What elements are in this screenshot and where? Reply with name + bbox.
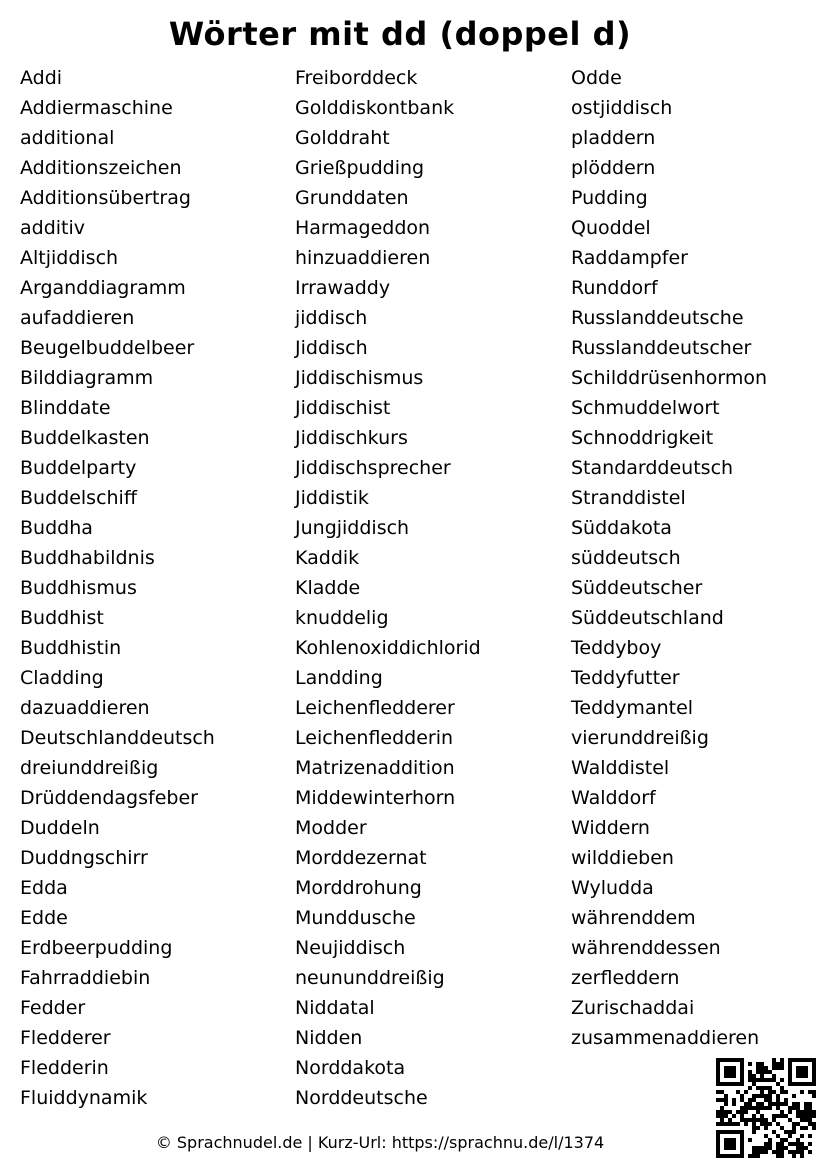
word-item: Cladding — [20, 667, 104, 689]
word-item: Jiddisch — [295, 337, 368, 359]
word-column-2 — [295, 63, 481, 1113]
word-item: Jiddischist — [295, 397, 391, 419]
word-item: Irrawaddy — [295, 277, 391, 299]
word-item: Morddrohung — [295, 877, 422, 899]
word-item: wilddieben — [571, 847, 674, 869]
word-item: Schilddrüsenhormon — [571, 367, 768, 389]
word-item: währenddem — [571, 907, 696, 929]
word-item: plöddern — [571, 157, 656, 179]
word-item: Norddeutsche — [295, 1087, 428, 1109]
word-item: zerfleddern — [571, 967, 680, 989]
word-item: additiv — [20, 217, 86, 239]
word-item: Deutschlanddeutsch — [20, 727, 215, 749]
word-item: Norddakota — [295, 1057, 406, 1079]
word-item: Addiermaschine — [20, 97, 173, 119]
word-item: Edda — [20, 877, 68, 899]
word-item: knuddelig — [295, 607, 389, 629]
word-item: Stranddistel — [571, 487, 686, 509]
word-item: Kaddik — [295, 547, 360, 569]
word-column-1 — [20, 63, 215, 1113]
word-item: Grießpudding — [295, 157, 425, 179]
word-item: Buddelparty — [20, 457, 137, 479]
word-item: Buddha — [20, 517, 93, 539]
word-item: Widdern — [571, 817, 650, 839]
word-item: Quoddel — [571, 217, 651, 239]
word-item: Teddymantel — [571, 697, 694, 719]
word-item: Fedder — [20, 997, 86, 1019]
word-item: Harmageddon — [295, 217, 431, 239]
word-item: Modder — [295, 817, 367, 839]
word-item: Raddampfer — [571, 247, 688, 269]
word-item: Additionszeichen — [20, 157, 182, 179]
word-item: Süddeutschland — [571, 607, 724, 629]
word-item: Jiddischkurs — [295, 427, 408, 449]
word-item: ostjiddisch — [571, 97, 673, 119]
word-item: Beugelbuddelbeer — [20, 337, 195, 359]
word-item: Fledderer — [20, 1027, 111, 1049]
word-item: Süddeutscher — [571, 577, 703, 599]
word-item: Matrizenaddition — [295, 757, 455, 779]
word-item: Jiddischsprecher — [295, 457, 451, 479]
word-item: Kohlenoxiddichlorid — [295, 637, 481, 659]
word-item: pladdern — [571, 127, 656, 149]
word-item: Russlanddeutsche — [571, 307, 744, 329]
word-item: Edde — [20, 907, 68, 929]
word-item: Bilddiagramm — [20, 367, 154, 389]
word-item: Landding — [295, 667, 383, 689]
word-item: Zurischaddai — [571, 997, 695, 1019]
word-item: aufaddieren — [20, 307, 135, 329]
word-item: süddeutsch — [571, 547, 681, 569]
word-item: dazuaddieren — [20, 697, 150, 719]
word-item: Buddelkasten — [20, 427, 150, 449]
word-item: Teddyboy — [571, 637, 662, 659]
word-item: Grunddaten — [295, 187, 409, 209]
word-item: Fahrraddiebin — [20, 967, 151, 989]
word-item: Duddngschirr — [20, 847, 148, 869]
word-item: Morddezernat — [295, 847, 427, 869]
word-item: Standarddeutsch — [571, 457, 734, 479]
word-item: Walddorf — [571, 787, 656, 809]
word-item: Fluiddynamik — [20, 1087, 148, 1109]
word-item: Jungjiddisch — [295, 517, 410, 539]
word-item: Buddhistin — [20, 637, 122, 659]
word-item: Schmuddelwort — [571, 397, 720, 419]
word-item: Pudding — [571, 187, 648, 209]
page-title: Wörter mit dd (doppel d) — [168, 15, 632, 53]
word-item: Buddelschiff — [20, 487, 137, 509]
word-item: additional — [20, 127, 115, 149]
word-column-3 — [571, 63, 767, 1053]
word-item: Drüddendagsfeber — [20, 787, 198, 809]
word-item: Kladde — [295, 577, 361, 599]
word-item: Fledderin — [20, 1057, 109, 1079]
word-item: dreiunddreißig — [20, 757, 159, 779]
word-item: Addi — [20, 67, 63, 89]
word-item: Leichenfledderer — [295, 697, 455, 719]
word-item: Teddyfutter — [571, 667, 680, 689]
word-item: Buddhist — [20, 607, 104, 629]
word-item: Nidden — [295, 1027, 363, 1049]
word-item: hinzuaddieren — [295, 247, 431, 269]
qr-code-icon — [716, 1058, 816, 1158]
word-item: Runddorf — [571, 277, 658, 299]
word-item: jiddisch — [295, 307, 368, 329]
word-item: Neujiddisch — [295, 937, 406, 959]
word-item: Jiddistik — [295, 487, 369, 509]
word-item: Arganddiagramm — [20, 277, 186, 299]
word-item: Niddatal — [295, 997, 375, 1019]
footer-credit: © Sprachnudel.de | Kurz-Url: https://sprachnu.de/l/1374 — [155, 1133, 605, 1152]
word-item: Russlanddeutscher — [571, 337, 752, 359]
word-item: Additionsübertrag — [20, 187, 191, 209]
word-item: Wyludda — [571, 877, 654, 899]
word-item: Buddhabildnis — [20, 547, 155, 569]
word-item: vierunddreißig — [571, 727, 709, 749]
word-item: Erdbeerpudding — [20, 937, 173, 959]
word-item: Middewinterhorn — [295, 787, 456, 809]
word-item: Odde — [571, 67, 622, 89]
word-item: Walddistel — [571, 757, 670, 779]
word-item: Buddhismus — [20, 577, 137, 599]
word-item: neununddreißig — [295, 967, 445, 989]
word-item: Blinddate — [20, 397, 111, 419]
word-item: Schnoddrigkeit — [571, 427, 714, 449]
word-item: Munddusche — [295, 907, 416, 929]
word-item: Leichenfledderin — [295, 727, 454, 749]
word-item: Jiddischismus — [295, 367, 424, 389]
word-item: Golddiskontbank — [295, 97, 455, 119]
word-item: Duddeln — [20, 817, 100, 839]
word-item: währenddessen — [571, 937, 721, 959]
word-item: zusammenaddieren — [571, 1027, 760, 1049]
word-item: Golddraht — [295, 127, 390, 149]
word-item: Süddakota — [571, 517, 672, 539]
word-item: Freiborddeck — [295, 67, 418, 89]
word-item: Altjiddisch — [20, 247, 119, 269]
